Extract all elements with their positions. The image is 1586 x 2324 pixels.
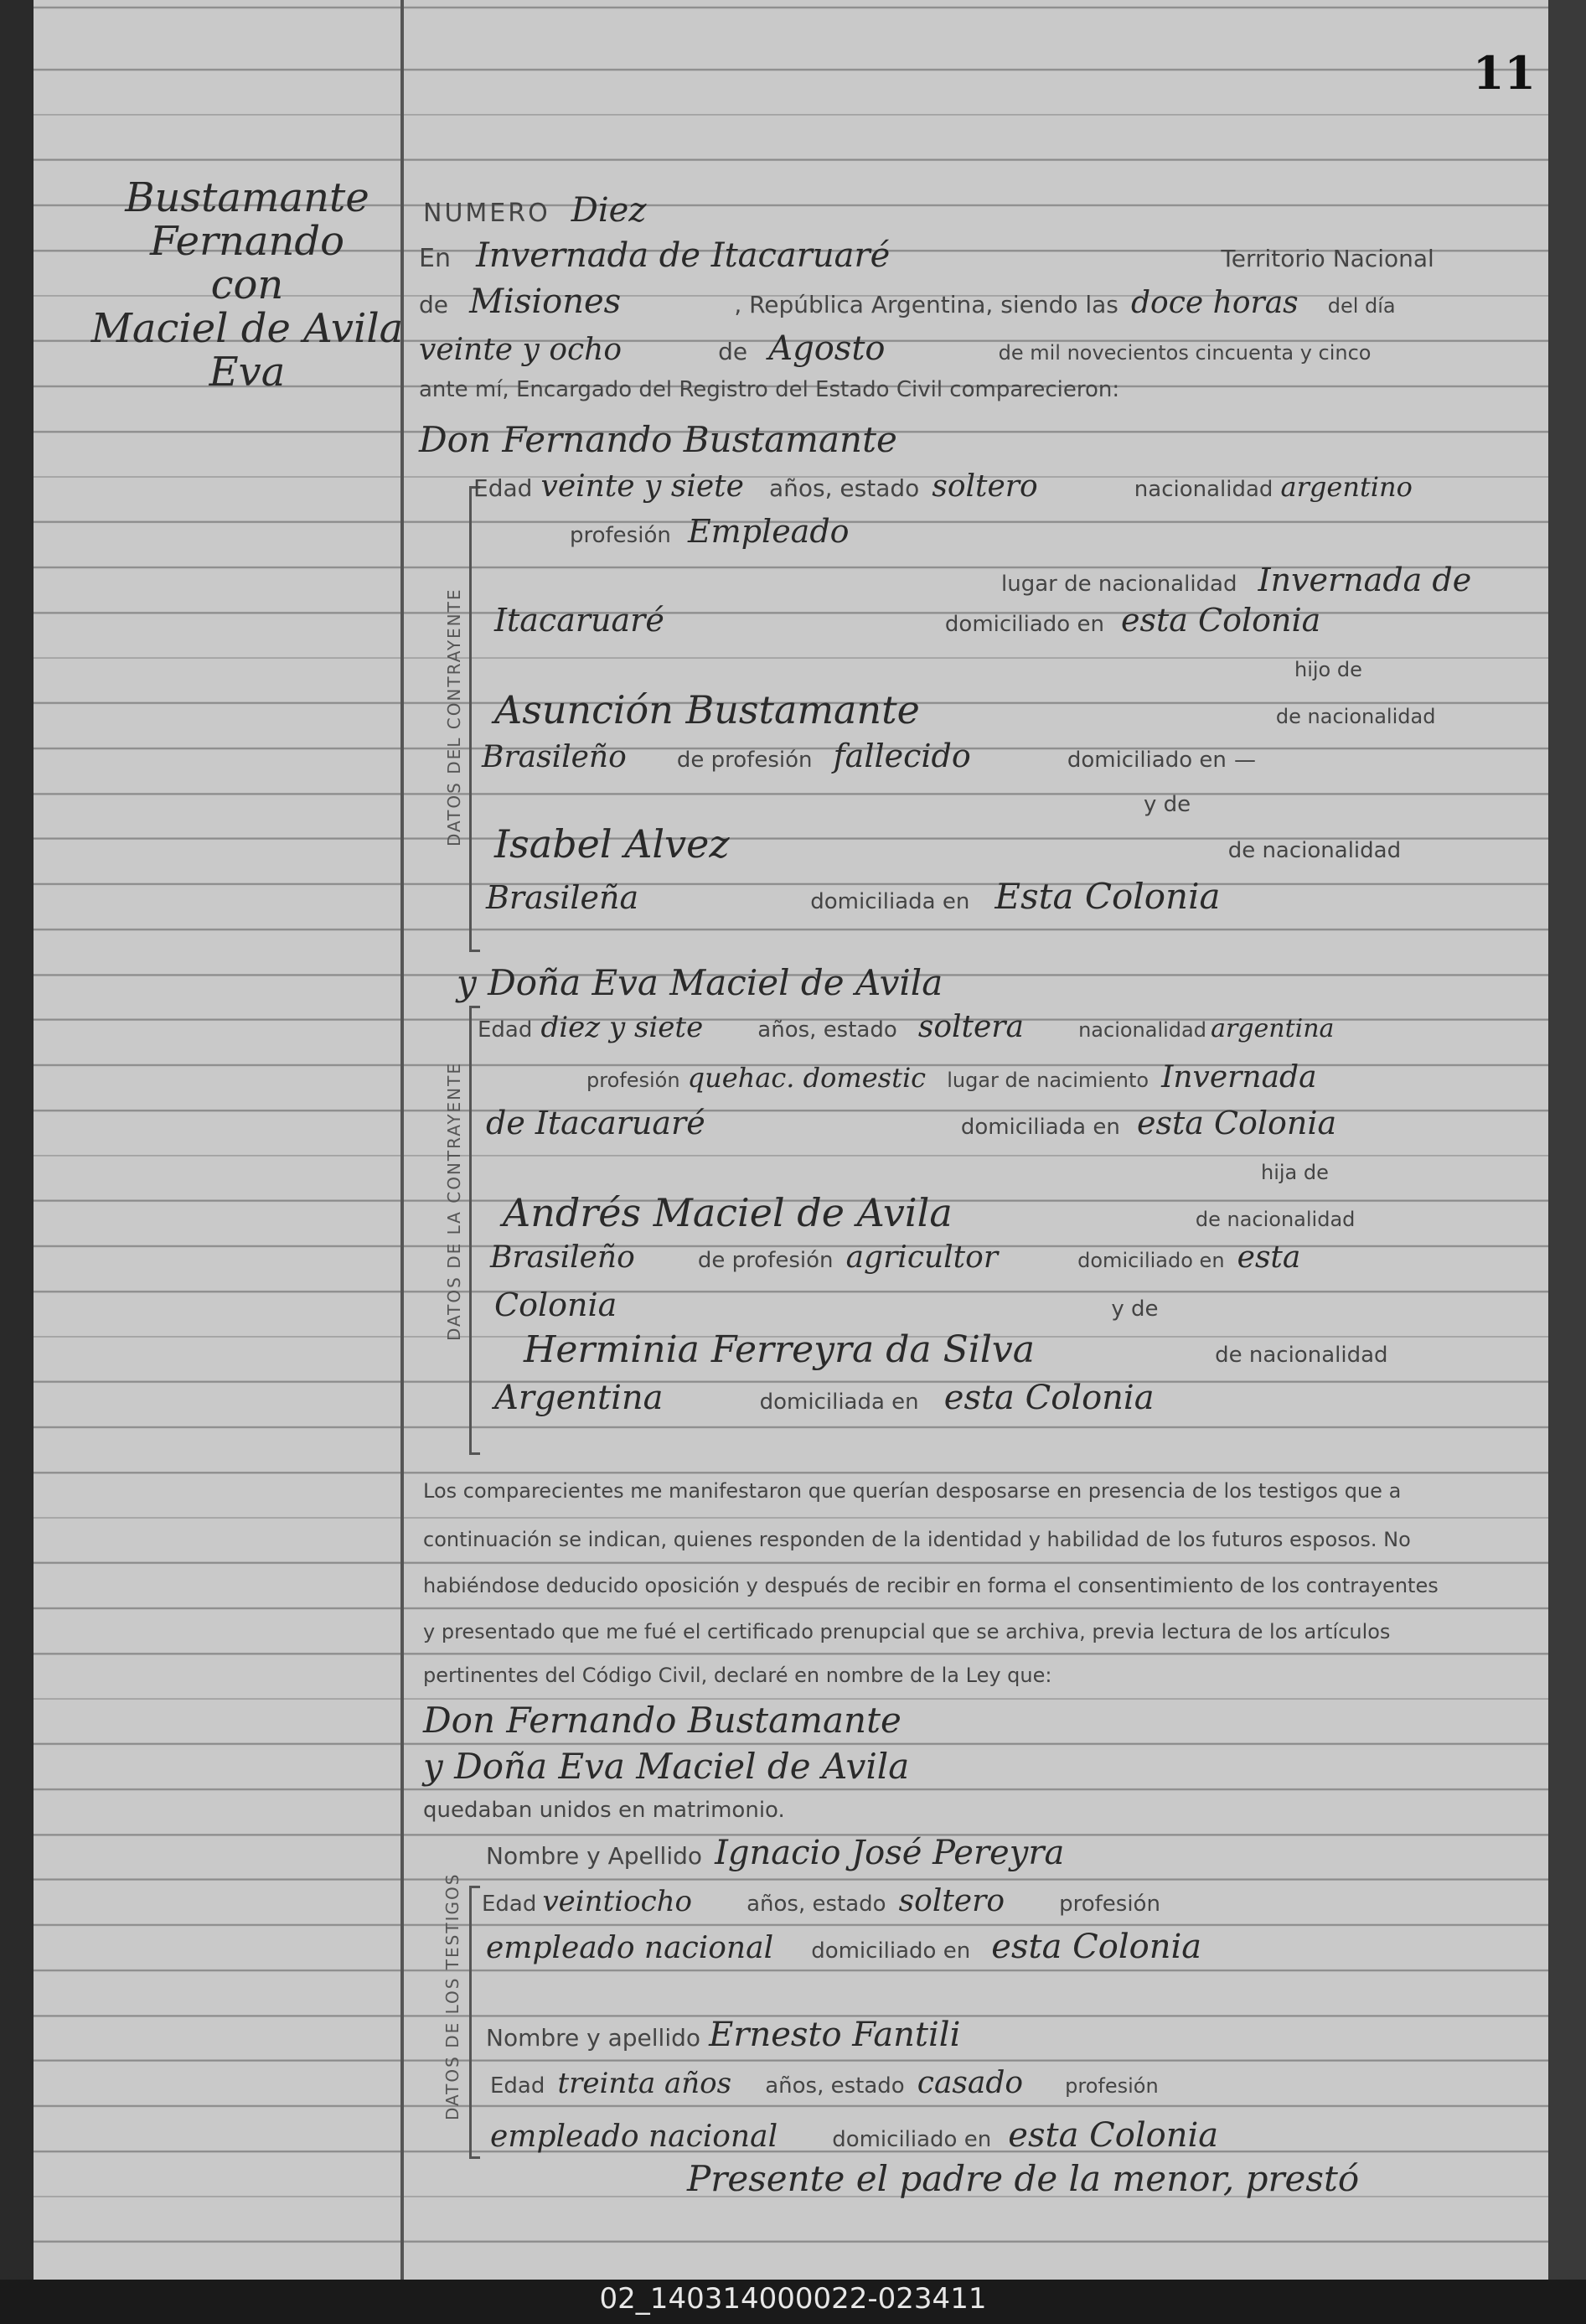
bride-father-domicile-cont: Colonia: [494, 1286, 617, 1323]
text: de profesión: [697, 1248, 834, 1273]
witness-2-name: Ernesto Fantili: [709, 2016, 961, 2054]
text: profesión: [586, 1069, 680, 1092]
declaration-line-3: [423, 1574, 1439, 1597]
bride-mother-name: Herminia Ferreyra da Silva: [524, 1328, 1036, 1371]
text: años, estado: [747, 1892, 886, 1917]
text: y presentado que me fué el certificado prenupcial que se archiva, previa lectura de los artículos: [423, 1620, 1391, 1643]
text: ante mí, Encargado del Registro del Estado Civil comparecieron:: [419, 377, 1120, 402]
groom-bracket: [469, 486, 480, 952]
hour-value: doce horas: [1131, 286, 1299, 320]
bride-mother-domicile: esta Colonia: [943, 1379, 1155, 1417]
groom-mother-line: [494, 821, 1401, 867]
groom-name: Don Fernando Bustamante: [419, 419, 897, 460]
month-value: Agosto: [768, 329, 886, 368]
witness-note-line: [687, 2158, 1359, 2199]
witness-1-status: soltero: [898, 1884, 1005, 1918]
groom-age: veinte y siete: [540, 469, 744, 504]
witness-2-status: casado: [917, 2066, 1024, 2100]
bride-hija-label: [1261, 1161, 1329, 1184]
bride-side-label: DATOS DE LA CONTRAYENTE: [444, 1062, 464, 1341]
text: profesión: [1059, 1892, 1160, 1917]
groom-father-profession: fallecido: [833, 738, 971, 774]
text: habiéndose deducido oposición y después de recibir en forma el consentimiento de los contrayentes: [423, 1574, 1439, 1597]
text: pertinentes del Código Civil, declaré en nombre de la Ley que:: [423, 1664, 1052, 1687]
groom-mother-name: Isabel Alvez: [494, 821, 730, 867]
margin-line-1: Bustamante: [125, 174, 369, 221]
bride-father-dom-cont: [494, 1286, 1159, 1323]
groom-side-label: DATOS DEL CONTRAYENTE: [444, 587, 464, 846]
text: de nacionalidad: [1275, 705, 1436, 728]
record-line-3: [419, 329, 1371, 368]
bride-dom-line: [486, 1105, 1336, 1141]
text: de profesión: [676, 748, 813, 773]
declaration-line-2: [423, 1528, 1411, 1551]
text: Nombre y apellido: [486, 2024, 701, 2052]
bride-father-name: Andrés Maciel de Avila: [503, 1190, 953, 1235]
bride-father-nationality: Brasileño: [490, 1240, 635, 1275]
text: nacionalidad: [1078, 1018, 1206, 1042]
declaration-bride: y Doña Eva Maciel de Avila: [423, 1746, 910, 1787]
text: años, estado: [757, 1017, 897, 1043]
margin-line-2: Fernando: [149, 218, 345, 265]
text: y de: [1111, 1297, 1159, 1322]
bride-birthplace: Invernada: [1161, 1060, 1317, 1095]
groom-domicile: esta Colonia: [1121, 602, 1321, 639]
text: de mil novecientos cincuenta y cinco: [998, 341, 1372, 365]
text: y de: [1144, 792, 1191, 817]
bride-edad-line: [478, 1010, 1334, 1044]
witness-1-profession: empleado nacional: [486, 1931, 774, 1965]
bride-mother-details: [494, 1379, 1155, 1417]
witness-1-domicile: esta Colonia: [991, 1928, 1202, 1966]
bride-father-domicile: esta: [1237, 1240, 1301, 1275]
groom-edad-line: [473, 469, 1413, 504]
text: domiciliada en: [960, 1115, 1120, 1140]
witness-1-name-line: [486, 1834, 1064, 1872]
record-line-4: [419, 377, 1119, 402]
text: Edad: [490, 2073, 545, 2099]
text: de nacionalidad: [1227, 838, 1402, 863]
witness-2-prof-line: [490, 2116, 1218, 2155]
text: lugar de nacimiento: [947, 1069, 1149, 1092]
text: años, estado: [765, 2073, 905, 2099]
right-page-edge: [1548, 0, 1586, 2280]
text: domiciliado en: [944, 612, 1104, 637]
bride-age: diez y siete: [540, 1011, 704, 1044]
declaration-line-5: [423, 1664, 1051, 1687]
text: domiciliado en: [1067, 748, 1227, 773]
groom-father-details: [482, 738, 1256, 774]
text: de: [718, 338, 748, 365]
text: de nacionalidad: [1195, 1208, 1356, 1231]
text: domiciliada en: [759, 1390, 919, 1415]
text: profesión: [1065, 2074, 1159, 2098]
groom-birthplace-line: [1001, 562, 1471, 598]
groom-birthplace: Invernada de: [1258, 562, 1472, 598]
groom-name-line: [419, 419, 897, 460]
declaration-bride-line: [423, 1746, 909, 1787]
witness-2-profession: empleado nacional: [490, 2120, 778, 2154]
text: domiciliado en: [1077, 1249, 1225, 1272]
text: continuación se indican, quienes responden de la identidad y habilidad de los futuros esposos. No: [423, 1528, 1411, 1551]
margin-line-3: con: [210, 261, 284, 308]
text: nacionalidad: [1134, 477, 1273, 502]
text: , República Argentina, siendo las: [734, 291, 1118, 318]
text: años, estado: [769, 474, 920, 502]
witness-1-edad-line: [482, 1884, 1160, 1918]
image-id-caption: 02_140314000022-023411: [599, 2282, 987, 2316]
text: domiciliado en: [811, 1938, 971, 1964]
text: Edad: [473, 474, 533, 502]
groom-father-nationality: Brasileño: [482, 740, 627, 774]
groom-mother-nationality: Brasileña: [486, 879, 639, 916]
bride-bracket: [469, 1006, 480, 1455]
bride-name-line: [457, 962, 943, 1003]
declaration-line-4: [423, 1620, 1390, 1643]
bride-domicile: esta Colonia: [1136, 1105, 1337, 1141]
bride-father-profession: agricultor: [845, 1240, 999, 1275]
text: domiciliado en: [832, 2127, 992, 2152]
margin-annotation: [88, 176, 406, 394]
witness-side-label: DATOS DE LOS TESTIGOS: [442, 1872, 462, 2120]
margin-line-5: Eva: [209, 349, 286, 396]
groom-prof-line: [570, 513, 850, 550]
groom-nationality: argentino: [1280, 471, 1413, 503]
groom-father-line: [494, 687, 1435, 732]
groom-dom-line: [494, 602, 1320, 639]
witness-2-domicile: esta Colonia: [1008, 2116, 1219, 2155]
witness-2-name-line: [486, 2016, 960, 2054]
text: lugar de nacionalidad: [1001, 572, 1237, 597]
text: hijo de: [1294, 658, 1362, 681]
province-value: Misiones: [469, 282, 622, 321]
groom-mother-details: [486, 876, 1221, 917]
margin-line-4: Maciel de Avila: [90, 305, 404, 352]
declaration-line-1: [423, 1479, 1401, 1503]
record-number-line: [423, 191, 646, 230]
bride-mother-nationality: Argentina: [494, 1379, 664, 1417]
text: profesión: [570, 523, 671, 548]
text: domiciliada en: [810, 889, 970, 914]
bride-profession: quehac. domestic: [687, 1062, 927, 1094]
text: quedaban unidos en matrimonio.: [423, 1798, 785, 1823]
bride-father-details: [490, 1240, 1300, 1275]
declaration-groom: Don Fernando Bustamante: [423, 1700, 901, 1741]
page-number: 11: [1472, 46, 1536, 100]
witness-note: Presente el padre de la menor, prestó: [687, 2158, 1360, 2199]
bride-nationality: argentina: [1211, 1014, 1335, 1043]
bride-mother-line: [524, 1328, 1388, 1371]
numero-value: Diez: [571, 191, 647, 230]
binding-edge: [0, 0, 34, 2280]
groom-mother-domicile: Esta Colonia: [994, 876, 1221, 917]
witness-1-prof-line: [486, 1928, 1201, 1966]
numero-label: NUMERO: [423, 199, 550, 228]
text: del día: [1327, 294, 1396, 318]
groom-father-domicile: —: [1233, 748, 1256, 773]
text: Territorio Nacional: [1221, 245, 1434, 272]
bride-name: y Doña Eva Maciel de Avila: [457, 962, 943, 1003]
witness-2-age: treinta años: [557, 2067, 732, 2100]
witness-1-name: Ignacio José Pereyra: [715, 1834, 1065, 1872]
groom-hijo-label: [1294, 658, 1362, 681]
groom-father-name: Asunción Bustamante: [494, 687, 920, 732]
text: Edad: [478, 1017, 533, 1043]
text: de: [419, 291, 448, 318]
record-line-2: [419, 282, 1396, 321]
bride-birthplace-cont: de Itacaruaré: [486, 1105, 705, 1141]
text: Los comparecientes me manifestaron que querían desposarse en presencia de los testigos que a: [423, 1479, 1402, 1503]
bride-father-line: [503, 1190, 1355, 1235]
groom-status: soltero: [932, 469, 1038, 504]
declaration-closing-line: [423, 1798, 785, 1823]
place-value: Invernada de Itacaruaré: [476, 236, 891, 275]
record-line-1: [419, 236, 1434, 275]
text: hija de: [1261, 1161, 1329, 1184]
witness-bracket: [469, 1886, 480, 2159]
text: Edad: [482, 1892, 537, 1917]
text: En: [419, 244, 451, 273]
groom-profession: Empleado: [687, 513, 850, 550]
day-value: veinte y ocho: [419, 333, 623, 367]
bride-status: soltera: [917, 1010, 1024, 1044]
groom-birthplace-cont: Itacaruaré: [494, 602, 664, 639]
text: Nombre y Apellido: [486, 1842, 703, 1870]
witness-1-age: veintiocho: [542, 1885, 692, 1918]
witness-2-edad-line: [490, 2066, 1159, 2100]
declaration-groom-line: [423, 1700, 901, 1741]
bride-prof-line: [586, 1060, 1317, 1095]
groom-yde: [1144, 792, 1191, 817]
text: de nacionalidad: [1215, 1343, 1388, 1368]
